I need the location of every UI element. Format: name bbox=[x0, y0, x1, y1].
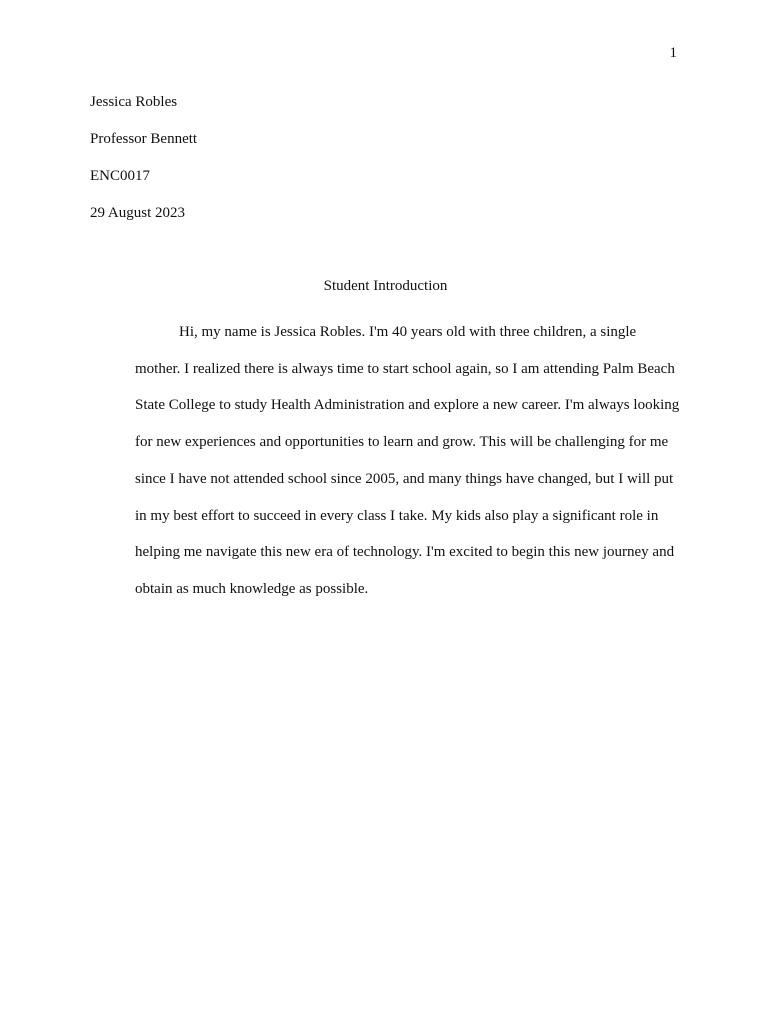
paragraph-text: Hi, my name is Jessica Robles. I'm 40 years old with three children, a single mother. I realized there is always time to start school again, so I am attending Palm Beach State College to study Health Administration and explore a new career. I'm always looking for new experiences and opportunities to learn and grow. This will be challenging for me since I have not attended school since 2005, and many things have changed, but I will put in my best effort to succeed in every class I take. My kids also play a significant role in helping me navigate this new era of technology. I'm excited to begin this new journey and obtain as much knowledge as possible. bbox=[135, 324, 680, 597]
essay-title: Student Introduction bbox=[323, 278, 448, 294]
essay-paragraph bbox=[135, 314, 681, 608]
student-name: Jessica Robles bbox=[90, 94, 178, 110]
professor-name: Professor Bennett bbox=[90, 131, 198, 147]
date: 29 August 2023 bbox=[90, 205, 186, 221]
mla-heading bbox=[90, 93, 680, 241]
course-code: ENC0017 bbox=[90, 168, 150, 184]
page-number: 1 bbox=[669, 45, 677, 61]
